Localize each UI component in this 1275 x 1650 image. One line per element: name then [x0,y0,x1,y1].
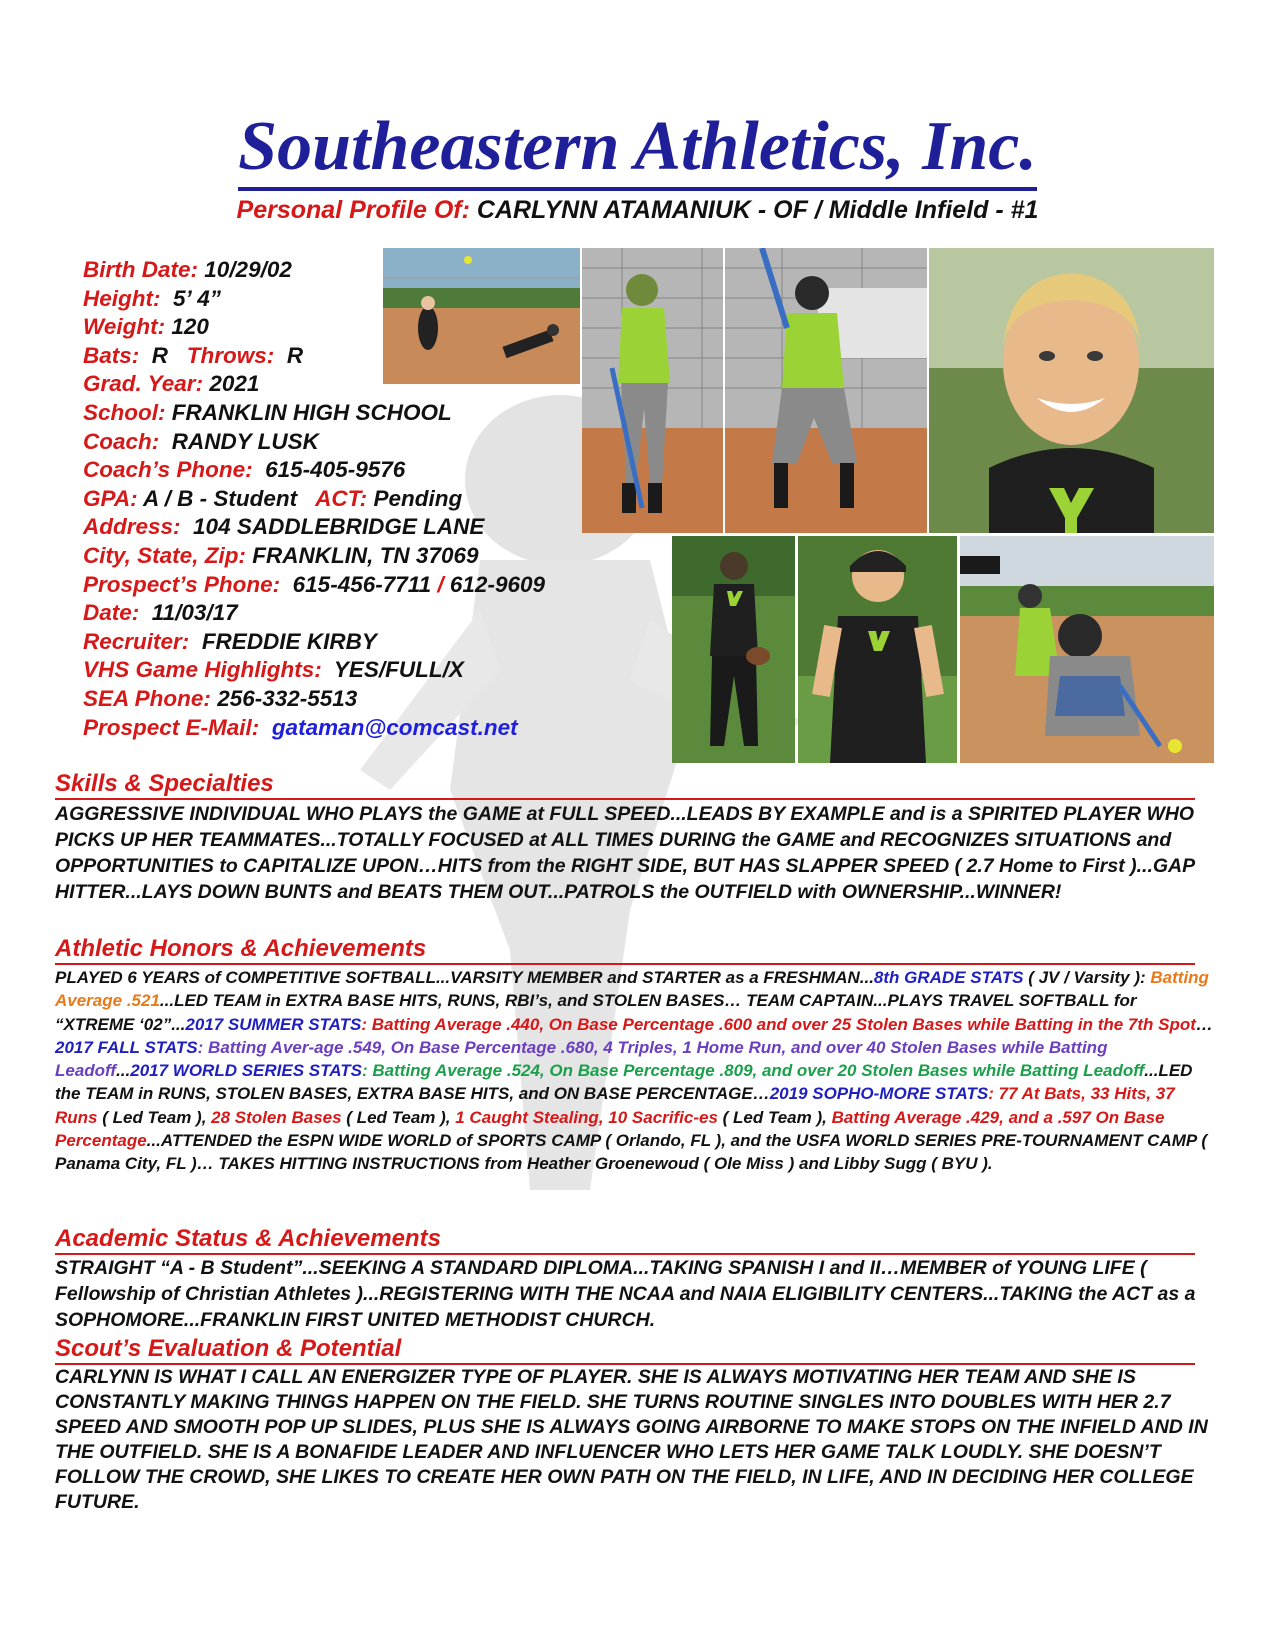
photo-headshot [929,248,1214,533]
coach-phone-value: 615-405-9576 [265,457,406,483]
recruiter-label: Recruiter: [83,628,190,654]
skills-text: AGGRESSIVE INDIVIDUAL WHO PLAYS the GAME at FULL SPEED...LEADS BY EXAMPLE and is a SPIRITED PLAYER WHO PICKS UP HER TEAMMATES...TOTALLY FOCUSED at ALL TIMES DURING the GAME and RECOGNIZES SITUATIONS and OPPORTUNITIES to CAPITALIZE UPON…HITS from the RIGHT SIDE, BUT HAS SLAPPER SPEED ( 2.7 Home to First )...GAP HITTER...LAYS DOWN BUNTS and BEATS THEM OUT...PATROLS the OUTFIELD with OWNERSHIP...WINNER! [55,803,1195,903]
act-label: ACT: [315,485,368,511]
recruiter-value: FREDDIE KIRBY [201,628,377,654]
vhs-label: VHS Game Highlights: [83,657,322,683]
profile-label: Personal Profile Of: [236,196,470,224]
page-title: Southeastern Athletics, Inc. [0,112,1275,182]
honors-heading: Athletic Honors & Achievements [55,935,1195,965]
skills-heading: Skills & Specialties [55,770,1195,800]
address-row [83,513,545,542]
vhs-value: YES/FULL/X [333,657,464,683]
scout-heading: Scout’s Evaluation & Potential [55,1335,1195,1365]
sea-value: 256-332-5513 [217,685,358,711]
photo-hands-on-hips [798,536,957,763]
birth-value: 10/29/02 [204,257,292,282]
email-row [83,714,545,743]
city-value: FRANKLIN, TN 37069 [252,542,479,568]
school-row [83,399,545,428]
prospect-phone-label: Prospect’s Phone: [83,571,281,597]
sea-label: SEA Phone: [83,685,211,711]
prospect-phone-1: 615-456-7711 [292,571,432,597]
coach-label: Coach: [83,428,160,454]
profile-subtitle [0,196,1275,225]
vhs-row [83,656,545,685]
city-label: City, State, Zip: [83,542,246,568]
coach-value: RANDY LUSK [171,428,319,454]
height-value: 5’ 4” [173,285,221,311]
photo-slide-play [383,248,580,384]
player-line: CARLYNN ATAMANIUK - OF / Middle Infield - #1 [476,196,1039,224]
city-row [83,542,545,571]
coach-row [83,428,545,457]
date-value: 11/03/17 [151,600,238,626]
height-label: Height: [83,285,161,311]
address-value: 104 SADDLEBRIDGE LANE [193,514,485,540]
coach-phone-label: Coach’s Phone: [83,457,253,483]
act-value: Pending [373,485,463,511]
email-link[interactable]: gataman@comcast.net [271,714,518,740]
date-label: Date: [83,600,140,626]
sea-row [83,685,545,714]
photo-batting-stance [582,248,927,533]
school-value: FRANKLIN HIGH SCHOOL [171,399,452,425]
recruiter-row [83,628,545,657]
bats-label: Bats: [83,342,140,368]
coach-phone-row [83,456,545,485]
address-label: Address: [83,514,181,540]
photo-fielding-stance [672,536,795,763]
bats-value: R [151,342,169,368]
honors-text: PLAYED 6 YEARS of COMPETITIVE SOFTBALL...VARSITY MEMBER and STARTER as a FRESHMAN...8th GRADE STATS ( JV / Varsity ): Batting Average .521...LED TEAM in EXTRA BASE HITS, RUNS, RBI’s, and STOLEN BASES… TEAM CAPTAIN...PLAYS TRAVEL SOFTBALL for “XTREME ‘02”...2017 SUMMER STATS: Batting Average .440, On Base Percentage .600 and over 25 Stolen Bases while Batting in the 7th Spot… 2017 FALL STATS: Batting Aver-age .549, On Base Percentage .680, 4 Triples, 1 Home Run, and over 40 Stolen Bases while Batting Leadoff...2017 WORLD SERIES STATS: Batting Average .524, On Base Percentage .809, and over 20 Stolen Bases while Batting Leadoff...LED the TEAM in RUNS, STOLEN BASES, EXTRA BASE HITS, and ON BASE PERCENTAGE…2019 SOPHO-MORE STATS: 77 At Bats, 33 Hits, 37 Runs ( Led Team ), 28 Stolen Bases ( Led Team ), 1 Caught Stealing, 10 Sacrific-es ( Led Team ), Batting Average .429, and a .597 On Base Percentage...ATTENDED the ESPN WIDE WORLD of SPORTS CAMP ( Orlando, FL ), and the USFA WORLD SERIES PRE-TOURNAMENT CAMP ( Panama City, FL )… TAKES HITTING INSTRUCTIONS from Heather Groenewoud ( Ole Miss ) and Libby Sugg ( BYU ). [55,968,1213,1174]
school-label: School: [83,399,166,425]
throws-value: R [286,342,304,368]
academic-heading: Academic Status & Achievements [55,1225,1195,1255]
scout-text: CARLYNN IS WHAT I CALL AN ENERGIZER TYPE OF PLAYER. SHE IS ALWAYS MOTIVATING HER TEAM AND SHE IS CONSTANTLY MAKING THINGS HAPPEN ON THE FIELD. SHE TURNS ROUTINE SINGLES INTO DOUBLES WITH HER 2.7 SPEED AND SMOOTH POP UP SLIDES, PLUS SHE IS ALWAYS GOING AIRBORNE TO MAKE STOPS ON THE INFIELD AND IN THE OUTFIELD. SHE IS A BONAFIDE LEADER AND INFLUENCER WHO LETS HER GAME TALK LOUDLY. SHE DOESN’T FOLLOW THE CROWD, SHE LIKES TO CREATE HER OWN PATH ON THE FIELD, IN LIFE, AND IN DECIDING HER COLLEGE FUTURE. [55,1366,1208,1513]
academic-text: STRAIGHT “A - B Student”...SEEKING A STANDARD DIPLOMA...TAKING SPANISH I and II…MEMBER of YOUNG LIFE ( Fellowship of Christian Athletes )...REGISTERING WITH THE NCAA and NAIA ELIGIBILITY CENTERS...TAKING the ACT as a SOPHOMORE...FRANKLIN FIRST UNITED METHODIST CHURCH. [55,1257,1196,1331]
phone-separator: / [437,571,444,597]
grad-value: 2021 [209,371,260,397]
weight-value: 120 [171,314,209,340]
birth-label: Birth Date: [83,257,199,282]
email-label: Prospect E-Mail: [83,714,260,740]
photo-play-at-plate [960,536,1214,763]
gpa-value: A / B - Student [143,485,298,511]
prospect-phone-row [83,571,545,600]
grad-label: Grad. Year: [83,371,204,397]
throws-label: Throws: [186,342,275,368]
weight-label: Weight: [83,314,166,340]
prospect-phone-2: 612-9609 [449,571,545,597]
gpa-row [83,485,545,514]
date-row [83,599,545,628]
gpa-label: GPA: [83,485,138,511]
